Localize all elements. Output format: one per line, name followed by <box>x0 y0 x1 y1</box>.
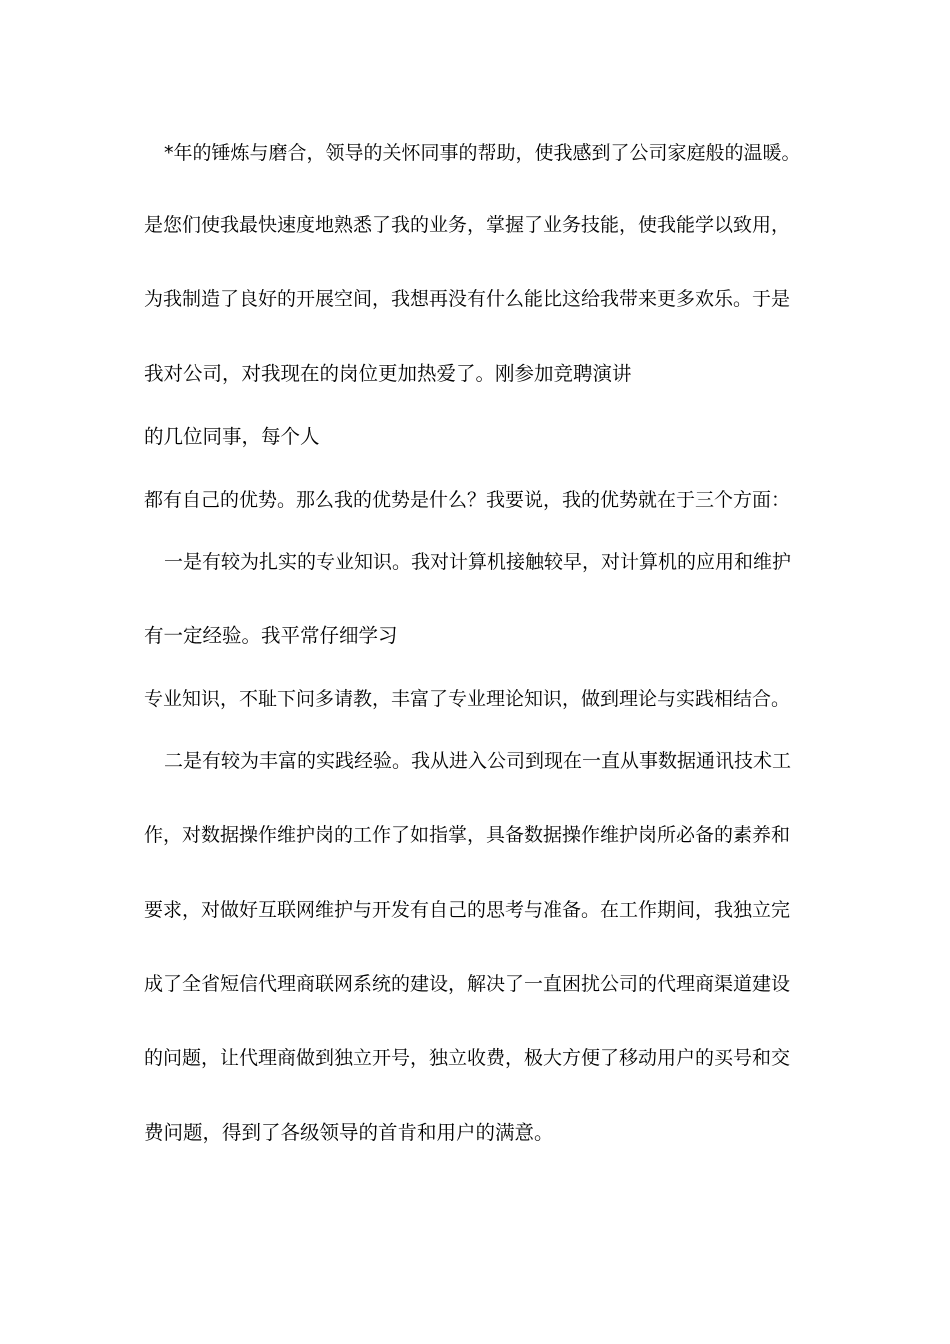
text-line-9: 专业知识，不耻下问多请教，丰富了专业理论知识，做到理论与实践相结合。 <box>144 688 791 710</box>
text-line-10: 二是有较为丰富的实践经验。我从进入公司到现在一直从事数据通讯技术工 <box>164 750 792 772</box>
text-line-8: 有一定经验。我平常仔细学习 <box>144 624 398 647</box>
text-line-7: 一是有较为扎实的专业知识。我对计算机接触较早，对计算机的应用和维护 <box>164 551 792 573</box>
text-line-12: 要求，对做好互联网维护与开发有自己的思考与准备。在工作期间，我独立完 <box>144 899 791 921</box>
text-line-14: 的问题，让代理商做到独立开号，独立收费，极大方便了移动用户的买号和交 <box>144 1047 791 1069</box>
text-line-11: 作，对数据操作维护岗的工作了如指掌，具备数据操作维护岗所必备的素养和 <box>144 824 791 846</box>
text-line-6: 都有自己的优势。那么我的优势是什么？我要说，我的优势就在于三个方面： <box>144 489 791 511</box>
text-line-15: 费问题，得到了各级领导的首肯和用户的满意。 <box>144 1121 554 1144</box>
text-line-3: 为我制造了良好的开展空间，我想再没有什么能比这给我带来更多欢乐。于是 <box>144 288 791 310</box>
text-line-5: 的几位同事，每个人 <box>144 425 320 448</box>
text-line-1: *年的锤炼与磨合，领导的关怀同事的帮助，使我感到了公司家庭般的温暖。 <box>164 142 801 164</box>
text-line-13: 成了全省短信代理商联网系统的建设，解决了一直困扰公司的代理商渠道建设 <box>144 973 791 995</box>
text-line-2: 是您们使我最快速度地熟悉了我的业务，掌握了业务技能，使我能学以致用， <box>144 214 791 236</box>
text-line-4: 我对公司，对我现在的岗位更加热爱了。刚参加竞聘演讲 <box>144 362 632 385</box>
